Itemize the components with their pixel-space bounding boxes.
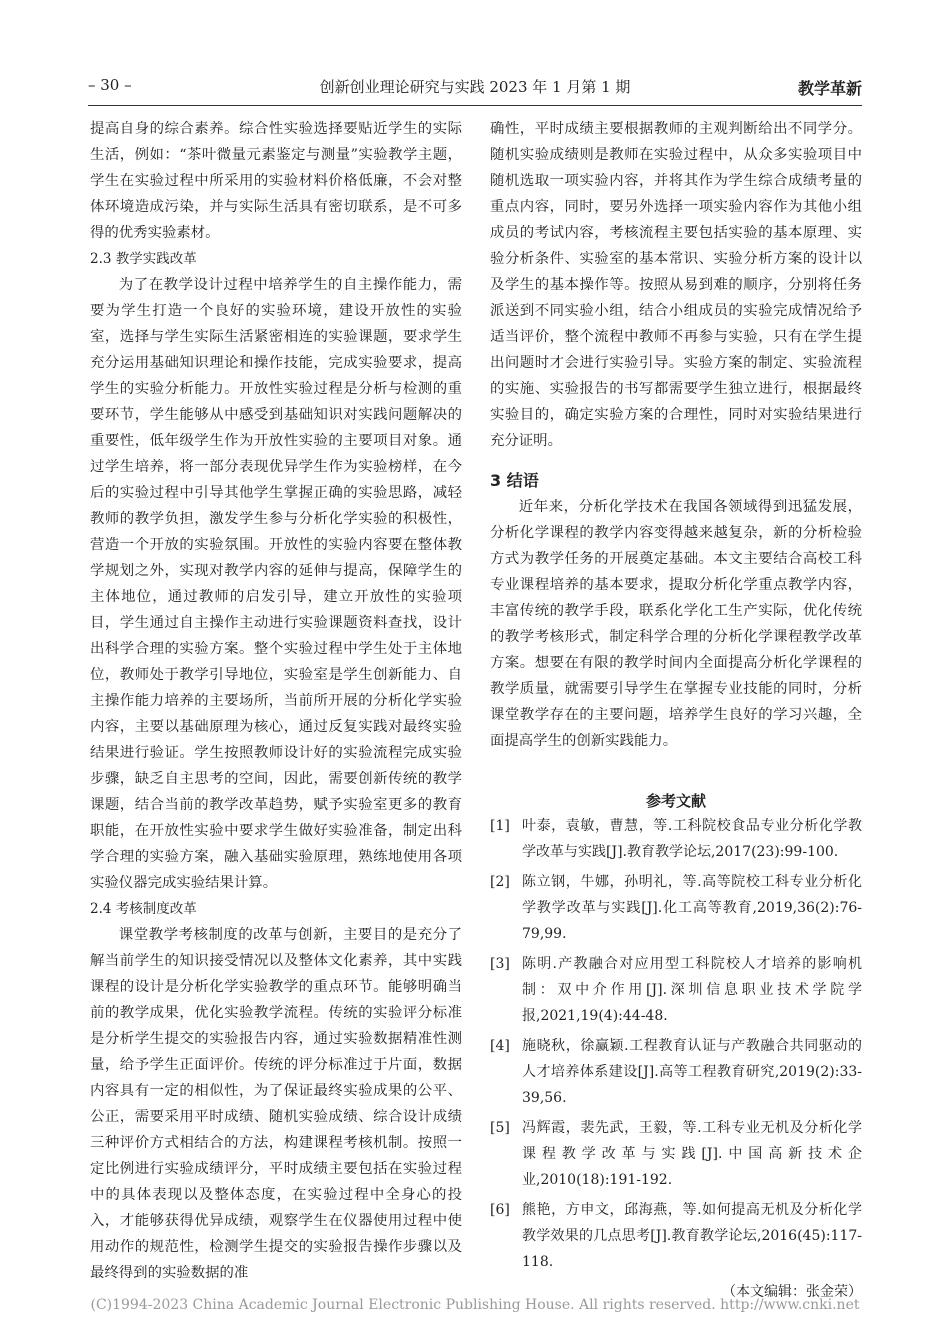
- header-rule: [88, 105, 862, 106]
- reference-text: 叶泰，袁敏，曹慧，等.工科院校食品专业分析化学教学改革与实践[J].教育教学论坛,2017(23):99-100.: [522, 818, 862, 860]
- paragraph: 近年来，分析化学技术在我国各领域得到迅猛发展，分析化学课程的教学内容变得越来越复杂，新的分析检验方式为教学任务的开展奠定基础。本文主要结合高校工科专业课程培养的基本要求，提取分析化学重点教学内容，丰富传统的教学手段，联系化学化工生产实际，优化传统的教学考核形式，制定科学合理的分析化学课程教学改革方案。想要在有限的教学时间内全面提高分析化学课程的教学质量，就需要引导学生在掌握专业技能的同时，分析课堂教学存在的主要问题，培养学生良好的学习兴趣，全面提高学生的创新实践能力。: [490, 499, 862, 749]
- page-header: [88, 76, 862, 100]
- right-column: [490, 116, 862, 1305]
- reference-item: [490, 869, 862, 947]
- section-heading-2-3: 2.3 教学实践改革: [90, 251, 197, 267]
- reference-number: [4]: [490, 1038, 510, 1054]
- paragraph: 确性，平时成绩主要根据教师的主观判断给出不同学分。随机实验成绩则是教师在实验过程中，从众多实验项目中随机选取一项实验内容，并将其作为学生综合成绩考量的重点内容，同时，要另外选择一项实验内容作为其他小组成员的考试内容，考核流程主要包括实验的基本原理、实验分析条件、实验室的基本常识、实验分析方案的设计以及学生的基本操作等。按照从易到难的顺序，分别将任务派送到不同实验小组，结合小组成员的实验完成情况给予适当评价，整个流程中教师不再参与实验，只有在学生提出问题时才会进行实验引导。实验方案的制定、实验流程的实施、实验报告的书写都需要学生独立进行，根据最终实验目的，确定实验方案的合理性，同时对实验结果进行充分证明。: [490, 121, 862, 449]
- reference-text: 熊艳，方申文，邱海燕，等.如何提高无机及分析化学教学效果的几点思考[J].教育教学论坛,2016(45):117-118.: [522, 1202, 862, 1270]
- reference-item: [490, 813, 862, 865]
- page-number: – 30 –: [88, 76, 132, 94]
- section-title: 教学革新: [797, 79, 862, 98]
- reference-text: 陈立钢，牛娜，孙明礼，等.高等院校工科专业分析化学教学改革与实践[J].化工高等教育,2019,36(2):76-79,99.: [522, 874, 862, 942]
- editor-note: （本文编辑：张金荣）: [722, 1284, 862, 1300]
- reference-item: [490, 1197, 862, 1275]
- reference-text: 施晓秋，徐赢颖.工程教育认证与产教融合共同驱动的人才培养体系建设[J].高等工程教育研究,2019(2):33-39,56.: [522, 1038, 862, 1106]
- section-heading-2-4: 2.4 考核制度改革: [90, 901, 197, 917]
- reference-number: [2]: [490, 874, 510, 890]
- paragraph: 为了在教学设计过程中培养学生的自主操作能力，需要为学生打造一个良好的实验环境，建设开放性的实验室，选择与学生实际生活紧密相连的实验课题，要求学生充分运用基础知识理论和操作技能，完成实验要求，提高学生的实验分析能力。开放性实验过程是分析与检测的重要环节，学生能够从中感受到基础知识对实践问题解决的重要性，低年级学生作为开放性实验的主要项目对象。通过学生培养，将一部分表现优异学生作为实验榜样，在今后的实验过程中引导其他学生掌握正确的实验思路，减轻教师的教学负担，激发学生参与分析化学实验的积极性，营造一个开放的实验氛围。开放性的实验内容要在整体教学规划之外，实现对教学内容的延伸与提高，保障学生的主体地位，通过教师的启发引导，建立开放性的实验项目，学生通过自主操作主动进行实验课题资料查找，设计出科学合理的实验方案。整个实验过程中学生处于主体地位，教师处于教学引导地位，实验室是学生创新能力、自主操作能力培养的主要场所，当前所开展的分析化学实验内容，主要以基础原理为核心，通过反复实践对最终实验结果进行验证。学生按照教师设计好的实验流程完成实验步骤，缺乏自主思考的空间，因此，需要创新传统的教学课题，结合当前的教学改革趋势，赋予实验室更多的教育职能，在开放性实验中要求学生做好实验准备，制定出科学合理的实验方案，融入基础实验原理，熟练地使用各项实验仪器完成实验结果计算。: [90, 277, 462, 891]
- reference-number: [5]: [490, 1120, 510, 1136]
- reference-item: [490, 1033, 862, 1111]
- reference-item: [490, 1115, 862, 1193]
- journal-title: 创新创业理论研究与实践 2023 年 1 月第 1 期: [319, 78, 631, 96]
- left-column: [90, 116, 462, 1286]
- reference-item: [490, 951, 862, 1029]
- reference-number: [1]: [490, 818, 510, 834]
- reference-number: [6]: [490, 1202, 510, 1218]
- reference-number: [3]: [490, 956, 510, 972]
- section-heading-3: 3 结语: [490, 471, 539, 490]
- references-list: [490, 813, 862, 1275]
- reference-text: 冯辉霞，裴先武，王毅，等.工科专业无机及分析化学课程教学改革与实践[J].中国高新技术企业,2010(18):191-192.: [522, 1120, 862, 1188]
- references-title: 参考文献: [645, 792, 706, 810]
- paragraph: 提高自身的综合素养。综合性实验选择要贴近学生的实际生活，例如：“茶叶微量元素鉴定与测量”实验教学主题，学生在实验过程中所采用的实验材料价格低廉，不会对整体环境造成污染，并与实际生活具有密切联系，是不可多得的优秀实验素材。: [90, 121, 462, 241]
- copyright-footer: (C)1994-2023 China Academic Journal Electronic Publishing House. All rights reserved. http://www.cnki.net: [90, 1297, 860, 1313]
- reference-text: 陈明.产教融合对应用型工科院校人才培养的影响机制：双中介作用[J].深圳信息职业技术学院学报,2021,19(4):44-48.: [522, 956, 862, 1024]
- paragraph: 课堂教学考核制度的改革与创新，主要目的是充分了解当前学生的知识接受情况以及整体文化素养，其中实践课程的设计是分析化学实验教学的重点环节。能够明确当前的教学成果，优化实验教学流程。传统的实验评分标准是分析学生提交的实验报告内容，通过实验数据精准性测量，给予学生正面评价。传统的评分标准过于片面，数据内容具有一定的相似性，为了保证最终实验成果的公平、公正，需要采用平时成绩、随机实验成绩、综合设计成绩三种评价方式相结合的方法，构建课程考核机制。按照一定比例进行实验成绩评分，平时成绩主要包括在实验过程中的具体表现以及整体态度，在实验过程中全身心的投入，才能够获得优异成绩，观察学生在仪器使用过程中使用动作的规范性，检测学生提交的实验报告操作步骤以及最终得到的实验数据的准: [90, 927, 462, 1281]
